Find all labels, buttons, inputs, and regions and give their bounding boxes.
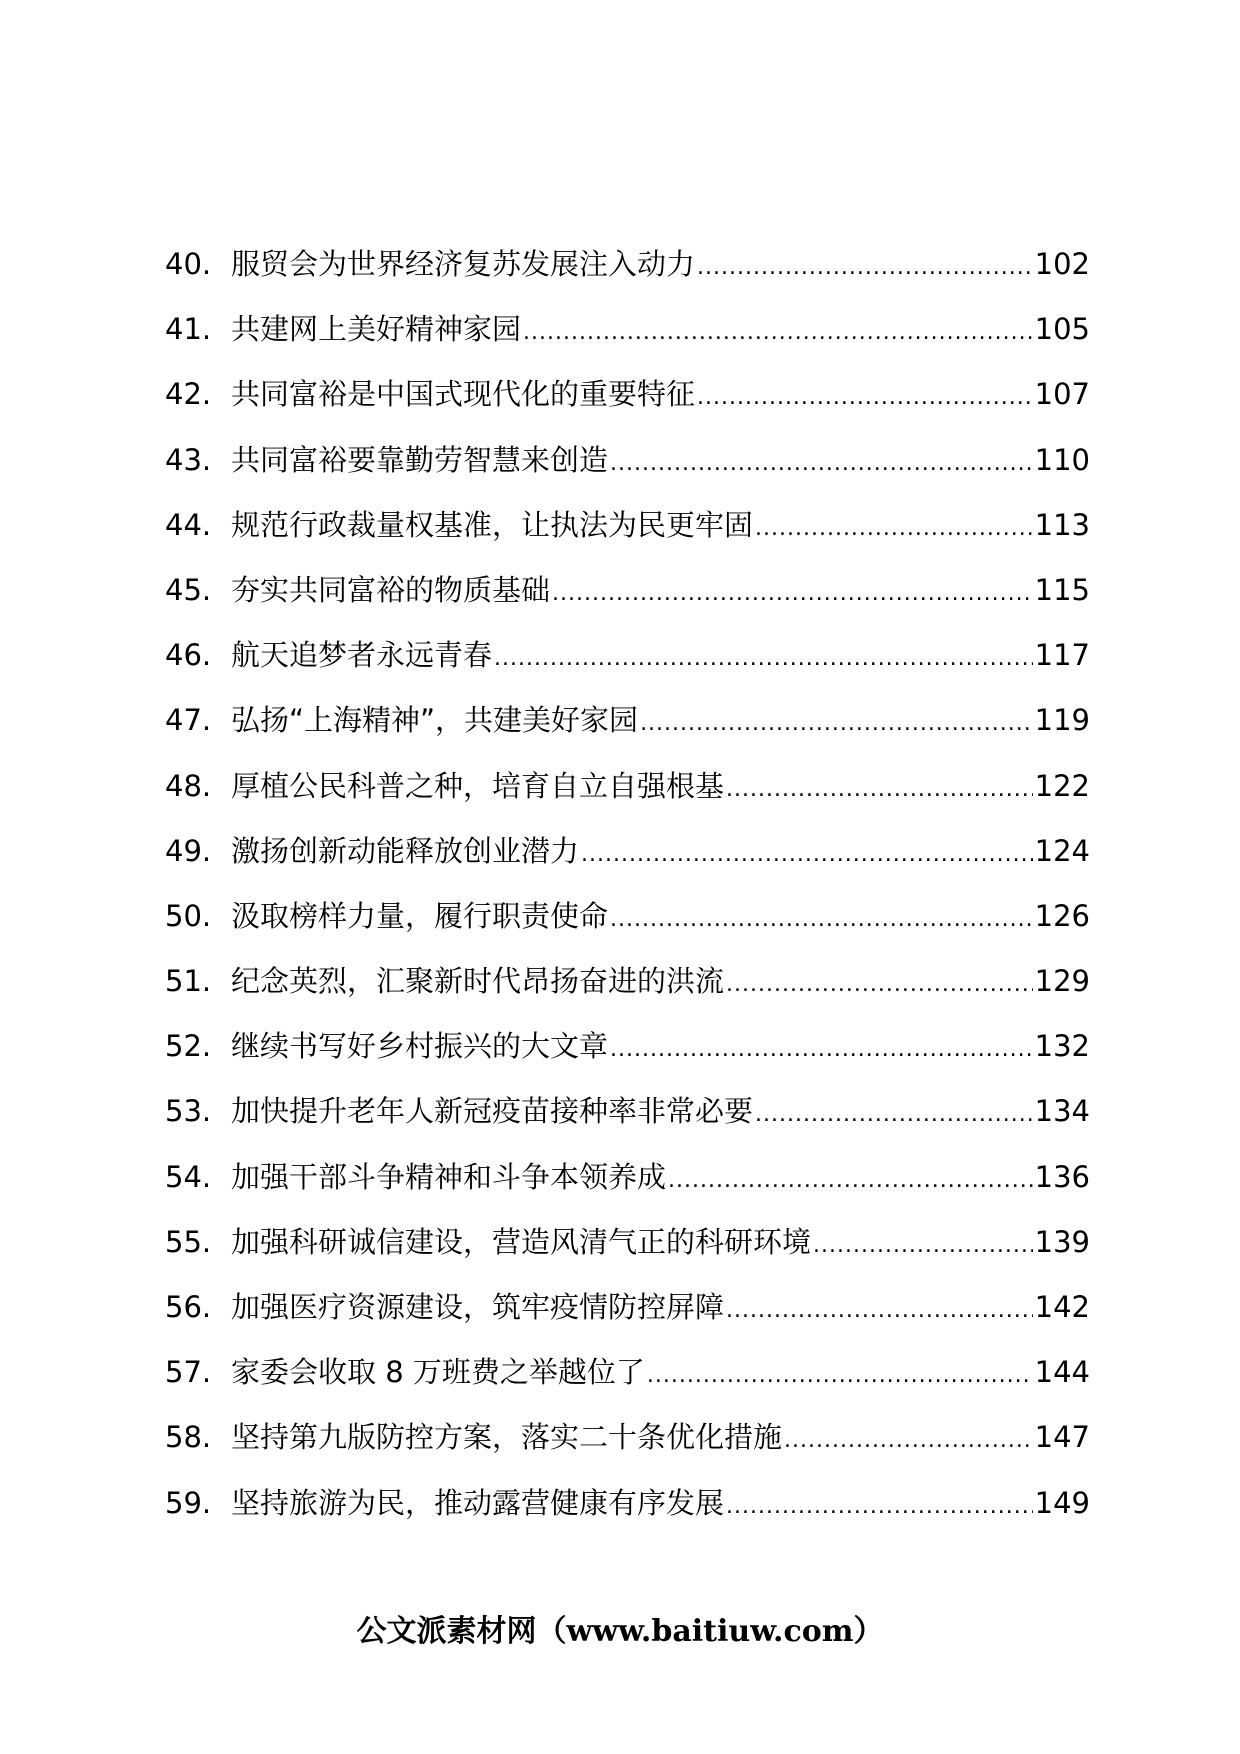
toc-entry-title: 激扬创新动能释放创业潜力 — [231, 833, 580, 868]
toc-entry-number: 56. — [165, 1290, 212, 1324]
toc-entry[interactable] — [165, 1157, 1090, 1222]
toc-entry-number: 43. — [165, 442, 212, 477]
toc-entry-page: 142 — [1034, 1290, 1090, 1324]
toc-dot-leader — [755, 509, 1033, 549]
toc-entry[interactable] — [165, 374, 1090, 439]
toc-entry-page: 136 — [1034, 1159, 1090, 1194]
toc-entry-number: 57. — [165, 1355, 212, 1390]
toc-dot-leader — [610, 1030, 1033, 1070]
toc-dot-leader — [523, 313, 1033, 353]
toc-entry[interactable] — [165, 766, 1090, 831]
toc-entry[interactable] — [165, 1287, 1090, 1352]
toc-entry[interactable] — [165, 635, 1090, 700]
toc-entry-page: 110 — [1034, 442, 1090, 477]
toc-entry-title: 规范行政裁量权基准，让执法为民更牢固 — [231, 507, 754, 542]
toc-entry[interactable] — [165, 440, 1090, 505]
toc-entry-number: 55. — [165, 1224, 212, 1259]
toc-entry-number: 48. — [165, 768, 212, 803]
toc-entry-page: 129 — [1034, 964, 1090, 999]
toc-entry[interactable] — [165, 570, 1090, 635]
toc-entry-number: 42. — [165, 377, 212, 412]
toc-dot-leader — [552, 574, 1033, 614]
toc-entry-page: 117 — [1034, 638, 1090, 673]
toc-entry-number: 51. — [165, 964, 212, 999]
toc-entry-page: 139 — [1034, 1224, 1090, 1259]
toc-dot-leader — [726, 1487, 1033, 1527]
toc-dot-leader — [697, 378, 1033, 418]
toc-entry-title: 坚持第九版防控方案，落实二十条优化措施 — [231, 1420, 783, 1455]
toc-dot-leader — [726, 965, 1033, 1005]
toc-entry[interactable] — [165, 1222, 1090, 1287]
toc-entry[interactable] — [165, 1026, 1090, 1091]
toc-entry-title: 加快提升老年人新冠疫苗接种率非常必要 — [231, 1094, 754, 1129]
toc-dot-leader — [755, 1095, 1033, 1135]
toc-entry-title: 共同富裕要靠勤劳智慧来创造 — [231, 442, 609, 477]
toc-entry-number: 46. — [165, 638, 212, 673]
toc-entry[interactable] — [165, 961, 1090, 1026]
toc-entry[interactable] — [165, 896, 1090, 961]
toc-entry-page: 124 — [1034, 833, 1090, 868]
toc-entry-title: 服贸会为世界经济复苏发展注入动力 — [231, 247, 696, 281]
toc-entry-number: 50. — [165, 898, 212, 933]
toc-dot-leader — [813, 1226, 1033, 1266]
toc-entry-title: 加强科研诚信建设，营造风清气正的科研环境 — [231, 1224, 812, 1259]
toc-entry-page: 113 — [1034, 507, 1090, 542]
toc-entry-page: 115 — [1034, 572, 1090, 607]
toc-entry-page: 122 — [1034, 768, 1090, 803]
table-of-contents — [165, 244, 1090, 1548]
toc-dot-leader — [640, 704, 1033, 744]
toc-entry-page: 132 — [1034, 1029, 1090, 1064]
toc-entry-page: 134 — [1034, 1094, 1090, 1129]
toc-entry-title: 航天追梦者永远青春 — [231, 638, 493, 673]
toc-dot-leader — [647, 1356, 1033, 1396]
toc-entry-page: 144 — [1034, 1355, 1090, 1390]
toc-entry-page: 102 — [1034, 247, 1090, 281]
toc-entry-title: 弘扬“上海精神”，共建美好家园 — [231, 703, 639, 738]
toc-entry-page: 126 — [1034, 898, 1090, 933]
toc-entry-title: 夯实共同富裕的物质基础 — [231, 572, 551, 607]
toc-entry-title: 汲取榜样力量，履行职责使命 — [231, 898, 609, 933]
toc-entry-number: 44. — [165, 507, 212, 542]
toc-entry-page: 105 — [1034, 312, 1090, 347]
toc-entry-number: 52. — [165, 1029, 212, 1064]
toc-entry-number: 53. — [165, 1094, 212, 1129]
toc-dot-leader — [726, 1291, 1033, 1331]
toc-entry[interactable] — [165, 505, 1090, 570]
toc-entry-page: 147 — [1034, 1420, 1090, 1455]
toc-entry-page: 119 — [1034, 703, 1090, 738]
toc-entry[interactable] — [165, 700, 1090, 765]
toc-entry-number: 58. — [165, 1420, 212, 1455]
toc-dot-leader — [581, 835, 1033, 875]
toc-entry-title: 共同富裕是中国式现代化的重要特征 — [231, 377, 696, 412]
toc-entry-page: 149 — [1034, 1485, 1090, 1520]
toc-entry-title: 加强医疗资源建设，筑牢疫情防控屏障 — [231, 1290, 725, 1324]
toc-entry-title: 纪念英烈，汇聚新时代昂扬奋进的洪流 — [231, 964, 725, 999]
toc-dot-leader — [668, 1161, 1033, 1201]
toc-entry-number: 54. — [165, 1159, 212, 1194]
toc-dot-leader — [726, 770, 1033, 810]
toc-entry[interactable] — [165, 1417, 1090, 1482]
toc-entry-title: 厚植公民科普之种，培育自立自强根基 — [231, 768, 725, 803]
toc-entry-title: 坚持旅游为民，推动露营健康有序发展 — [231, 1485, 725, 1520]
page-footer: 公文派素材网（www.baitiuw.com） — [356, 1614, 884, 1649]
toc-entry[interactable] — [165, 309, 1090, 374]
toc-dot-leader — [610, 444, 1033, 484]
toc-entry-number: 49. — [165, 833, 212, 868]
toc-entry-number: 41. — [165, 312, 212, 347]
toc-entry-page: 107 — [1034, 377, 1090, 412]
toc-entry-number: 47. — [165, 703, 212, 738]
toc-entry-number: 45. — [165, 572, 212, 607]
toc-entry[interactable] — [165, 1091, 1090, 1156]
toc-dot-leader — [697, 248, 1033, 288]
toc-entry[interactable] — [165, 244, 1090, 309]
toc-dot-leader — [784, 1421, 1033, 1461]
toc-dot-leader — [610, 900, 1033, 940]
toc-entry-title: 加强干部斗争精神和斗争本领养成 — [231, 1159, 667, 1194]
toc-entry-number: 59. — [165, 1485, 212, 1520]
toc-dot-leader — [494, 639, 1033, 679]
toc-entry-number: 40. — [165, 247, 212, 281]
toc-entry[interactable] — [165, 1352, 1090, 1417]
toc-entry-title: 继续书写好乡村振兴的大文章 — [231, 1029, 609, 1064]
toc-entry[interactable] — [165, 831, 1090, 896]
toc-entry[interactable] — [165, 1483, 1090, 1548]
toc-entry-title: 共建网上美好精神家园 — [231, 312, 522, 347]
toc-entry-title: 家委会收取 8 万班费之举越位了 — [231, 1355, 645, 1390]
